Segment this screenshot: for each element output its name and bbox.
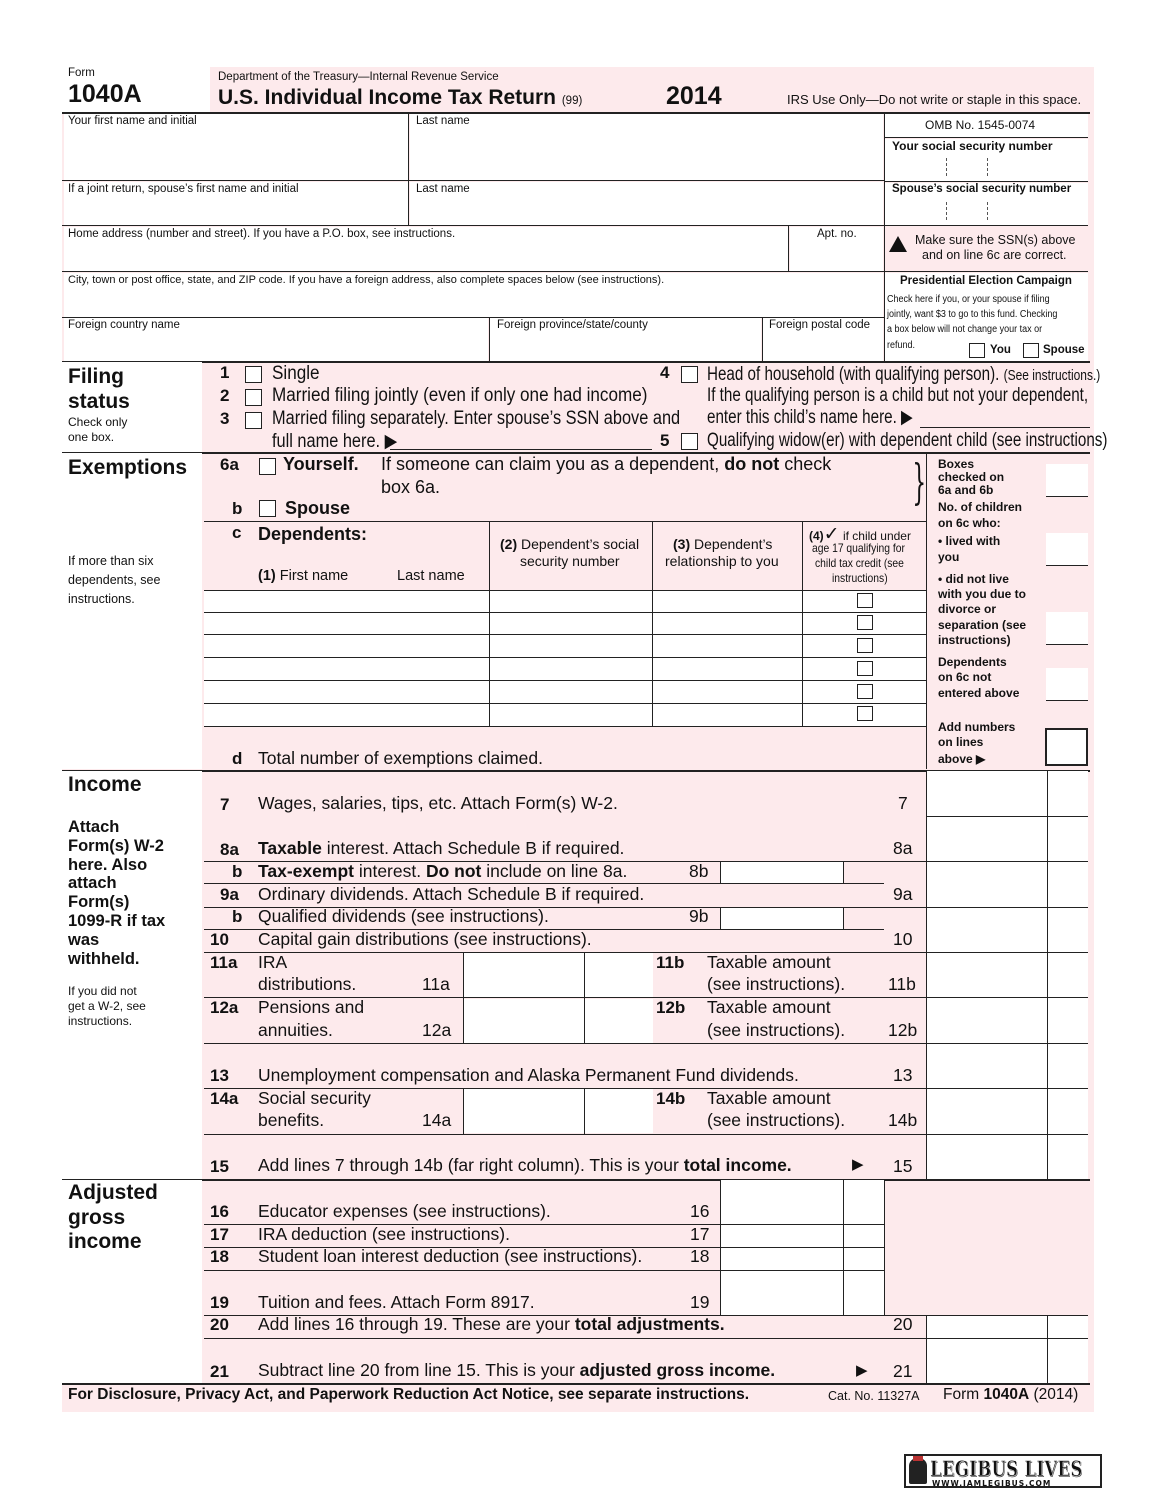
footer-notice: For Disclosure, Privacy Act, and Paperwork Reduction Act Notice, see separate instructions.: [68, 1386, 750, 1403]
col4-header-d: instructions): [832, 571, 888, 585]
line-21-label: Subtract line 20 from line 15. This is your adjusted gross income.: [258, 1360, 776, 1380]
attach-note-5: Form(s): [68, 893, 130, 911]
pec-text-4: refund.: [887, 340, 916, 351]
line-16-box-label: 16: [690, 1201, 710, 1221]
rule: [926, 1315, 927, 1383]
helmet-plume-icon: [913, 1456, 923, 1461]
rule: [463, 1088, 464, 1134]
line-8b-box-label: 8b: [689, 861, 709, 881]
line-number: 19: [210, 1293, 229, 1312]
rule: [204, 680, 926, 681]
boxes-checked-field[interactable]: [1046, 464, 1088, 497]
line-11b-label-2: (see instructions).: [707, 974, 846, 994]
line-8a-label: Taxable interest. Attach Schedule B if required.: [258, 838, 625, 858]
brace-icon: }: [912, 454, 927, 510]
child-credit-checkbox[interactable]: [857, 706, 873, 721]
mfj-checkbox[interactable]: [245, 389, 262, 406]
line-number: 3: [220, 409, 230, 428]
rule: [204, 952, 1088, 953]
line-19-label: Tuition and fees. Attach Form 8917.: [258, 1292, 535, 1312]
pec-spouse-checkbox[interactable]: [1023, 343, 1039, 358]
rule: [62, 225, 884, 226]
not-live-e: instructions): [938, 633, 1011, 647]
single-checkbox[interactable]: [245, 366, 262, 383]
department: Department of the Treasury—Internal Revenue Service: [218, 71, 499, 83]
rule: [884, 1180, 885, 1315]
add-numbers-a: Add numbers: [938, 720, 1016, 734]
ssn-separator: [987, 158, 988, 176]
child-credit-checkbox[interactable]: [857, 684, 873, 699]
rule: [204, 1338, 1088, 1339]
children-b: on 6c who:: [938, 516, 1001, 530]
line-12a-label-1: Pensions and: [258, 997, 365, 1017]
boxes-checked-c: 6a and 6b: [938, 483, 994, 497]
ssn-label: Your social security number: [892, 139, 1053, 153]
rule: [652, 521, 653, 726]
rule: [926, 453, 927, 769]
line-11a-label-2: distributions.: [258, 974, 357, 994]
rule: [884, 113, 885, 362]
rule: [204, 634, 926, 635]
hoh-label-2: If the qualifying person is a child but not your dependent,: [707, 385, 1089, 406]
rule: [204, 612, 926, 613]
dep-not-entered-c: entered above: [938, 686, 1020, 700]
rule: [720, 861, 721, 883]
single-label: Single: [272, 363, 320, 384]
line-number: 9a: [220, 885, 239, 904]
not-live-b: with you due to: [938, 587, 1026, 601]
line-number: 14a: [210, 1089, 239, 1108]
rule: [788, 226, 789, 271]
foreign-province-label: Foreign province/state/county: [497, 319, 648, 331]
lived-with-you-field[interactable]: [1046, 533, 1088, 566]
line-17-box-label: 17: [690, 1224, 710, 1244]
not-live-a: • did not live: [938, 572, 1009, 586]
pec-title: Presidential Election Campaign: [900, 275, 1072, 287]
irs-use-only: IRS Use Only—Do not write or staple in this space.: [787, 92, 1082, 107]
child-credit-checkbox[interactable]: [857, 638, 873, 653]
attach-note-6: 1099-R if tax: [68, 912, 166, 930]
line-13-box-label: 13: [893, 1065, 913, 1085]
rule: [463, 952, 464, 1044]
line-7-box-label: 7: [898, 793, 908, 813]
filing-heading-1: Filing: [68, 365, 124, 388]
spouse-exemption-label: Spouse: [285, 498, 351, 518]
line-9b-box-label: 9b: [689, 906, 709, 926]
line-10-box-label: 10: [893, 929, 913, 949]
add-numbers-b: on lines: [938, 735, 984, 749]
section-rule: [62, 1179, 1090, 1181]
line-12a-field[interactable]: [463, 999, 653, 1043]
checkmark-icon: ✓: [823, 523, 840, 545]
line-8a-box-label: 8a: [893, 838, 913, 858]
line-16-label: Educator expenses (see instructions).: [258, 1201, 551, 1221]
section-rule: [62, 361, 1090, 363]
line-12a-label-2: annuities.: [258, 1020, 333, 1040]
line-number: 10: [210, 930, 229, 949]
total-exemptions-label: Total number of exemptions claimed.: [258, 748, 543, 768]
agi-heading-2: gross: [68, 1206, 126, 1229]
exemptions-label-area: [62, 453, 202, 769]
line-9b-label: Qualified dividends (see instructions).: [258, 906, 549, 926]
line-number: 11a: [210, 953, 238, 972]
dep-not-entered-a: Dependents: [938, 655, 1007, 669]
exemptions-side-2: dependents, see: [68, 573, 161, 587]
line-number: 11b: [656, 953, 685, 972]
line-number: 18: [210, 1247, 229, 1266]
line-number: 8a: [220, 840, 239, 859]
line-8b-field[interactable]: [720, 861, 844, 883]
line-number: d: [232, 749, 243, 768]
apt-label: Apt. no.: [817, 228, 857, 240]
col3-header: (3) Dependent’s: [673, 536, 773, 552]
line-number: b: [232, 862, 243, 881]
line-11a-label-1: IRA: [258, 952, 288, 972]
line-number: 5: [660, 431, 670, 450]
line-number: 15: [210, 1157, 229, 1176]
city-label: City, town or post office, state, and ZIP code. If you have a foreign address, also complete spaces below (see instructions).: [68, 274, 665, 286]
add-numbers-c: above ▶: [938, 752, 986, 766]
pec-you-checkbox[interactable]: [969, 343, 985, 358]
attach-note-3: here. Also: [68, 856, 148, 874]
line-10-label: Capital gain distributions (see instructions).: [258, 929, 592, 949]
agi-heading-3: income: [68, 1230, 142, 1253]
dep-not-entered-field[interactable]: [1046, 668, 1088, 701]
yourself-text-2: box 6a.: [381, 477, 441, 497]
pec-text-1: Check here if you, or your spouse if filing: [887, 294, 1050, 305]
yourself-text: If someone can claim you as a dependent, do not check: [381, 454, 832, 474]
rule: [762, 317, 763, 362]
spouse-checkbox[interactable]: [259, 500, 276, 517]
home-address-label: Home address (number and street). If you have a P.O. box, see instructions.: [68, 228, 456, 240]
line-number: 7: [220, 795, 230, 814]
line-11a-field[interactable]: [463, 953, 653, 997]
footer-form-id: Form 1040A (2014): [943, 1386, 1079, 1403]
rule: [489, 521, 490, 726]
col2-header-b: security number: [520, 553, 620, 569]
agi-amount-column: [926, 1315, 1088, 1383]
helmet-icon: [909, 1458, 927, 1484]
line-8b-label: Tax-exempt interest. Do not include on line 8a.: [258, 861, 628, 881]
total-exemptions-field[interactable]: [1045, 728, 1088, 766]
first-name-label: Your first name and initial: [68, 115, 197, 127]
line-12b-label-1: Taxable amount: [707, 997, 831, 1017]
col4-header-b: age 17 qualifying for: [812, 541, 905, 555]
no-w2-1: If you did not: [68, 984, 137, 998]
line-number: 12a: [210, 998, 239, 1017]
rule: [204, 703, 926, 704]
line-number: 20: [210, 1315, 229, 1334]
foreign-postal-label: Foreign postal code: [769, 319, 871, 331]
line-12b-box-label: 12b: [888, 1020, 918, 1040]
rule: [204, 521, 926, 522]
ssn-separator: [946, 202, 947, 220]
rule: [843, 861, 844, 883]
filing-note-1: Check only: [68, 415, 128, 429]
ssn-warning-line1: Make sure the SSN(s) above: [915, 233, 1076, 247]
hoh-name-line: [920, 427, 1090, 428]
arrow-right-icon: ▶: [852, 1156, 864, 1173]
line-11a-box-label: 11a: [422, 974, 450, 994]
boxes-checked-a: Boxes: [938, 457, 975, 471]
rule: [1047, 771, 1048, 1179]
line-number: 16: [210, 1202, 229, 1221]
col4-header-c: child tax credit (see: [815, 556, 904, 570]
rule: [204, 657, 926, 658]
pec-you-label: You: [990, 344, 1011, 356]
ssn-separator: [987, 202, 988, 220]
dependents-table: [204, 590, 926, 726]
mfs-name-line: [390, 449, 652, 450]
line-14a-box-label: 14a: [422, 1110, 452, 1130]
spouse-first-label: If a joint return, spouse’s first name and initial: [68, 183, 299, 195]
filing-heading-2: status: [68, 390, 130, 413]
form-number: 1040A: [68, 80, 142, 108]
lived-b: you: [938, 550, 960, 564]
line-11b-box-label: 11b: [888, 974, 916, 994]
lived-a: • lived with: [938, 534, 1001, 548]
rule: [884, 137, 1088, 138]
pec-text-3: a box below will not change your tax or: [887, 324, 1043, 335]
child-credit-checkbox[interactable]: [857, 615, 873, 630]
section-rule: [62, 1383, 1090, 1385]
child-credit-checkbox[interactable]: [857, 661, 873, 676]
dep-not-entered-b: on 6c not: [938, 670, 992, 684]
not-live-d: separation (see: [938, 618, 1027, 632]
attach-note-2: Form(s) W-2: [68, 837, 164, 855]
rule: [584, 1088, 585, 1134]
omb-number: OMB No. 1545-0074: [925, 118, 1036, 132]
tax-year: 2014: [666, 82, 722, 110]
rule: [884, 225, 1088, 226]
rule: [204, 1134, 1088, 1135]
line-number: b: [232, 907, 243, 926]
mfs-checkbox[interactable]: [245, 412, 262, 429]
warning-triangle-icon: [889, 236, 907, 252]
line-14b-box-label: 14b: [888, 1110, 918, 1130]
filing-note-2: one box.: [68, 430, 115, 444]
line-18-label: Student loan interest deduction (see instructions).: [258, 1246, 643, 1266]
line-7-label: Wages, salaries, tips, etc. Attach Form(s) W-2.: [258, 793, 618, 813]
foreign-country-label: Foreign country name: [68, 319, 180, 331]
last-name-label: Last name: [416, 115, 470, 127]
income-heading: Income: [68, 773, 142, 796]
col4-header: (4)✓ if child under: [809, 523, 911, 545]
not-live-field[interactable]: [1046, 612, 1088, 645]
no-w2-3: instructions.: [68, 1014, 133, 1028]
rule: [489, 317, 490, 362]
amount-column: [926, 771, 1088, 1179]
form-word: Form: [68, 67, 95, 79]
hoh-label-3: enter this child’s name here. ▶: [707, 407, 913, 428]
line-number: 2: [220, 386, 230, 405]
mfs-label-1: Married filing separately. Enter spouse’s SSN above and: [272, 408, 681, 429]
rule: [62, 271, 884, 272]
line-13-label: Unemployment compensation and Alaska Permanent Fund dividends.: [258, 1065, 799, 1085]
hoh-label-1: Head of household (with qualifying person). (See instructions.): [707, 364, 1101, 385]
rule: [408, 113, 409, 225]
line-9a-label: Ordinary dividends. Attach Schedule B if required.: [258, 884, 645, 904]
rule: [204, 590, 926, 591]
legibus-lives-logo: [904, 1454, 1102, 1488]
col1-header-b: Last name: [397, 568, 465, 584]
line-number: b: [232, 499, 243, 518]
line-14b-label-1: Taxable amount: [707, 1088, 831, 1108]
line-17-label: IRA deduction (see instructions).: [258, 1224, 510, 1244]
form-title: U.S. Individual Income Tax Return (99): [218, 86, 583, 109]
line-21-box-label: 21: [893, 1361, 913, 1381]
line-number: c: [232, 523, 242, 542]
line-9a-box-label: 9a: [893, 884, 913, 904]
exemptions-heading: Exemptions: [68, 456, 188, 479]
rule: [584, 952, 585, 1044]
col2-header: (2) Dependent’s social: [500, 536, 640, 552]
line-number: 1: [220, 363, 230, 382]
rule: [926, 816, 1088, 817]
line-15-box-label: 15: [893, 1156, 913, 1176]
attach-note-8: withheld.: [68, 950, 140, 968]
spouse-last-name-field[interactable]: [410, 182, 883, 225]
ssn-warning-line2: and on line 6c are correct.: [922, 248, 1067, 262]
line-12b-label-2: (see instructions).: [707, 1020, 846, 1040]
not-live-c: divorce or: [938, 602, 997, 616]
child-credit-checkbox[interactable]: [857, 593, 873, 608]
line-number: 13: [210, 1066, 229, 1085]
rule: [204, 1270, 884, 1271]
line-12a-box-label: 12a: [422, 1020, 452, 1040]
line-14a-field[interactable]: [463, 1089, 653, 1133]
dependents-label: Dependents:: [258, 524, 368, 544]
catalog-number: Cat. No. 11327A: [828, 1389, 920, 1403]
line-11b-label-1: Taxable amount: [707, 952, 831, 972]
widow-checkbox[interactable]: [681, 433, 698, 450]
rule: [1047, 1315, 1048, 1383]
rule: [720, 907, 721, 929]
boxes-checked-b: checked on: [938, 470, 1005, 484]
rule: [802, 521, 803, 726]
arrow-right-icon: ▶: [856, 1362, 868, 1379]
mfj-label: Married filing jointly (even if only one had income): [272, 385, 648, 406]
pec-spouse-label: Spouse: [1043, 344, 1085, 356]
exemptions-side-3: instructions.: [68, 592, 135, 606]
line-number: 6a: [220, 455, 239, 474]
col3-header-b: relationship to you: [665, 553, 779, 569]
line-number: 17: [210, 1225, 229, 1244]
line-20-label: Add lines 16 through 19. These are your total adjustments.: [258, 1314, 725, 1334]
rule: [204, 726, 926, 727]
rule: [62, 317, 884, 318]
rule: [204, 1043, 1088, 1044]
spouse-ssn-label: Spouse’s social security number: [892, 183, 1072, 195]
rule: [843, 907, 844, 929]
attach-note-1: Attach: [68, 818, 120, 836]
line-number: 4: [660, 363, 670, 382]
line-18-box-label: 18: [690, 1246, 710, 1266]
line-9b-field[interactable]: [720, 907, 844, 929]
line-15-label: Add lines 7 through 14b (far right column). This is your total income.: [258, 1155, 792, 1175]
col1-header: (1) First name: [258, 568, 349, 584]
attach-note-7: was: [68, 931, 100, 949]
attach-note-4: attach: [68, 874, 117, 892]
last-name-field[interactable]: [410, 114, 883, 180]
line-19-box-label: 19: [690, 1292, 710, 1312]
ssn-separator: [946, 158, 947, 176]
line-number: 12b: [656, 998, 686, 1017]
line-14b-label-2: (see instructions).: [707, 1110, 846, 1130]
line-14a-label-2: benefits.: [258, 1110, 325, 1130]
exemptions-side-1: If more than six: [68, 554, 154, 568]
logo-text: LEGIBUS LIVES: [930, 1456, 1083, 1481]
rule: [62, 180, 884, 181]
line-20-box-label: 20: [893, 1314, 913, 1334]
rule: [884, 181, 1088, 182]
no-w2-2: get a W-2, see: [68, 999, 146, 1013]
pec-text-2: jointly, want $3 to go to this fund. Checking: [887, 309, 1058, 320]
agi-heading-1: Adjusted: [68, 1181, 158, 1204]
hoh-checkbox[interactable]: [681, 366, 698, 383]
children-a: No. of children: [938, 500, 1022, 514]
yourself-checkbox[interactable]: [259, 458, 276, 475]
line-number: 21: [210, 1362, 229, 1381]
rule: [884, 271, 1088, 272]
rule: [926, 771, 927, 1179]
logo-url: WWW.IAMLEGIBUS.COM: [932, 1479, 1052, 1488]
line-number: 14b: [656, 1089, 686, 1108]
spouse-last-label: Last name: [416, 183, 470, 195]
widow-label: Qualifying widow(er) with dependent child (see instructions): [707, 430, 1108, 451]
yourself-label: Yourself.: [283, 454, 359, 474]
mfs-label-2: full name here. ▶: [272, 431, 398, 452]
line-14a-label-1: Social security: [258, 1088, 371, 1108]
